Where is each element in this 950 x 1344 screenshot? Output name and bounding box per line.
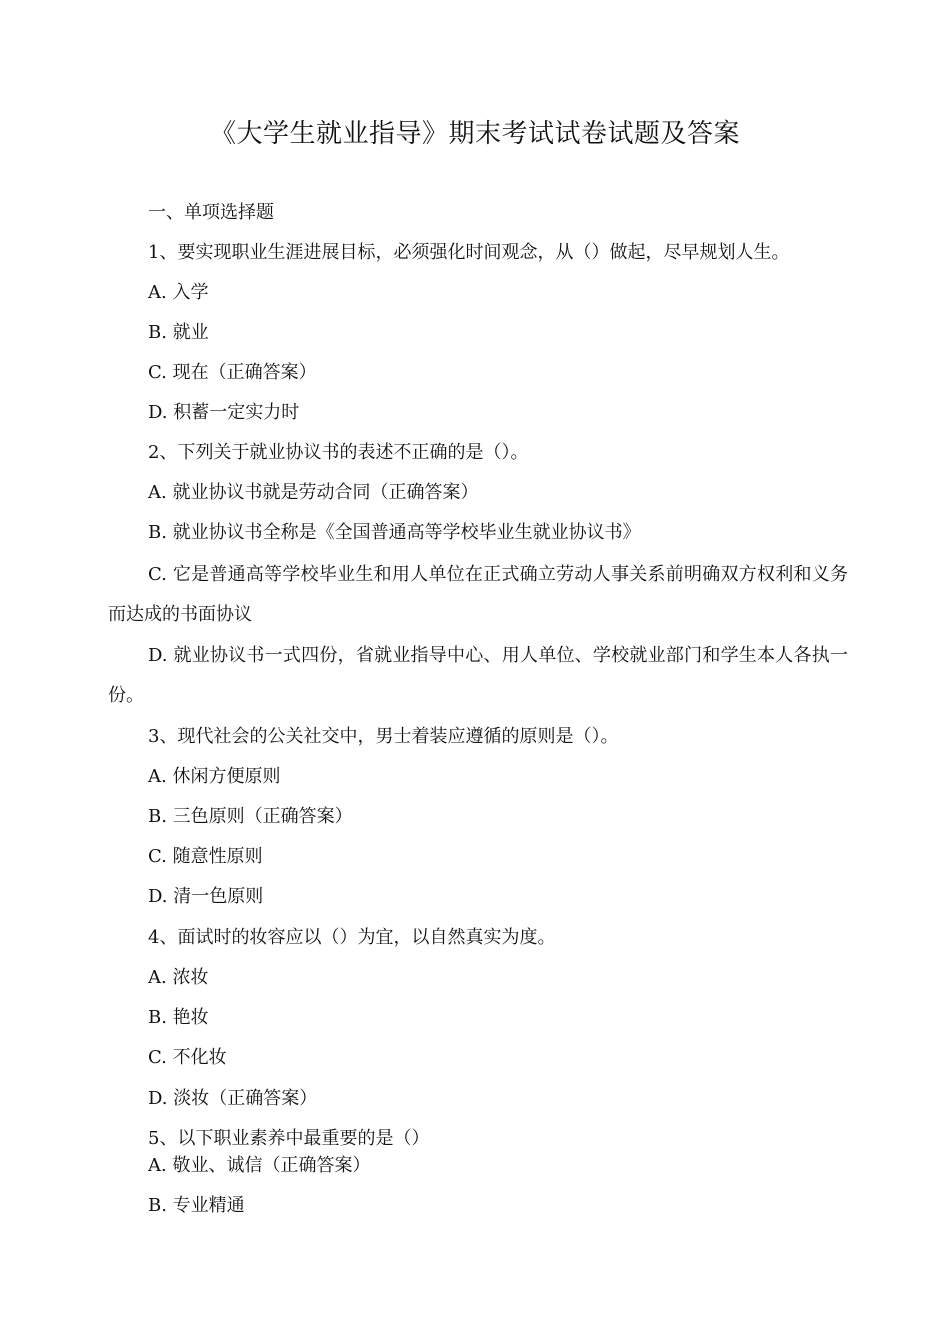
question-1-option-a: A. 入学 <box>148 282 209 303</box>
question-2-option-a: A. 就业协议书就是劳动合同（正确答案） <box>148 482 479 503</box>
section-heading: 一、单项选择题 <box>148 202 274 223</box>
question-1-option-d: D. 积蓄一定实力时 <box>148 402 300 423</box>
question-1-option-c: C. 现在（正确答案） <box>148 362 317 383</box>
question-4-stem: 4、面试时的妆容应以（）为宜，以自然真实为度。 <box>148 927 556 948</box>
question-3-option-b: B. 三色原则（正确答案） <box>148 806 353 827</box>
document-title: 《大学生就业指导》期末考试试卷试题及答案 <box>209 119 740 149</box>
question-4-option-b: B. 艳妆 <box>148 1007 209 1028</box>
question-1-option-b: B. 就业 <box>148 322 209 343</box>
question-3-option-d: D. 清一色原则 <box>148 886 264 907</box>
question-4-option-a: A. 浓妆 <box>148 967 209 988</box>
question-5-stem: 5、以下职业素养中最重要的是（） <box>148 1128 430 1149</box>
question-2-stem: 2、下列关于就业协议书的表述不正确的是（）。 <box>148 442 529 463</box>
question-3-stem: 3、现代社会的公关社交中，男士着装应遵循的原则是（）。 <box>148 726 619 747</box>
question-2-option-c: C. 它是普通高等学校毕业生和用人单位在正式确立劳动人事关系前明确双方权利和义务而达成的书面协议 <box>108 564 848 625</box>
question-5-option-b: B. 专业精通 <box>148 1195 245 1216</box>
question-3-option-a: A. 休闲方便原则 <box>148 766 281 787</box>
question-2-option-d: D. 就业协议书一式四份，省就业指导中心、用人单位、学校就业部门和学生本人各执一份。 <box>108 645 848 706</box>
question-3-option-c: C. 随意性原则 <box>148 846 263 867</box>
question-4-option-c: C. 不化妆 <box>148 1047 227 1068</box>
question-5-option-a: A. 敬业、诚信（正确答案） <box>148 1155 371 1176</box>
question-1-stem: 1、要实现职业生涯进展目标，必须强化时间观念，从（）做起，尽早规划人生。 <box>148 242 790 263</box>
question-2-option-b: B. 就业协议书全称是《全国普通高等学校毕业生就业协议书》 <box>148 522 641 543</box>
question-4-option-d: D. 淡妆（正确答案） <box>148 1088 318 1109</box>
